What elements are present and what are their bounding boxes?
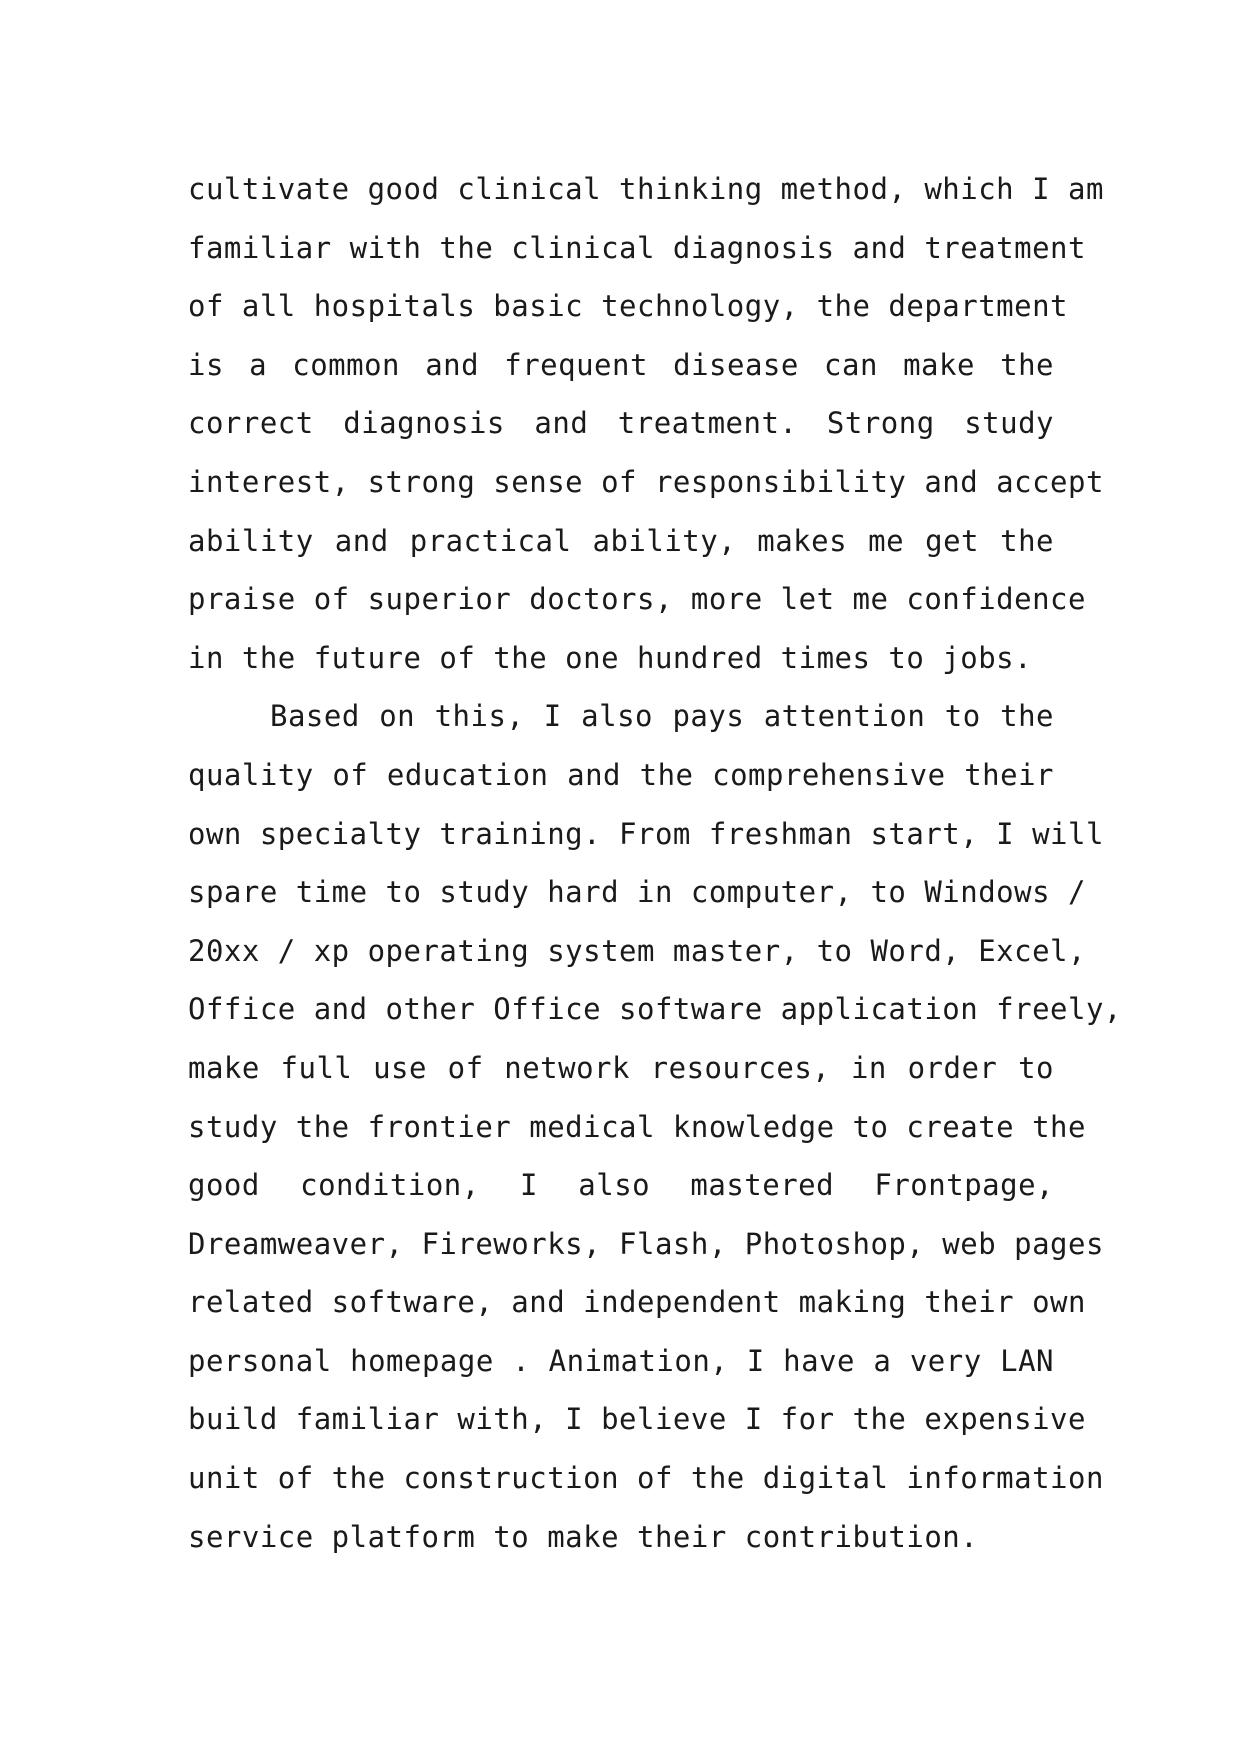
- text-line: Based on this, I also pays attention to the: [270, 699, 1054, 734]
- text-line: Dreamweaver, Fireworks, Flash, Photoshop, web pages: [188, 1226, 1104, 1261]
- text-line: build familiar with, I believe I for the expensive: [188, 1402, 1086, 1437]
- text-line: good condition, I also mastered Frontpage,: [188, 1168, 1054, 1203]
- text-line: praise of superior doctors, more let me confidence: [188, 582, 1086, 617]
- text-line: unit of the construction of the digital information: [188, 1461, 1104, 1496]
- text-line: cultivate good clinical thinking method, which I am: [188, 172, 1104, 206]
- text-line: familiar with the clinical diagnosis and treatment: [188, 230, 1086, 265]
- body-text: [188, 160, 1122, 1566]
- text-line: related software, and independent making their own: [188, 1285, 1086, 1320]
- text-line: quality of education and the comprehensive their: [188, 757, 1054, 792]
- text-line: Office and other Office software application freely,: [188, 992, 1122, 1027]
- text-line: 20xx / xp operating system master, to Word, Excel,: [188, 933, 1086, 968]
- text-line: service platform to make their contribution.: [188, 1519, 979, 1554]
- text-line: of all hospitals basic technology, the department: [188, 289, 1069, 324]
- text-line: interest, strong sense of responsibility and accept: [188, 464, 1104, 499]
- text-line: study the frontier medical knowledge to create the: [188, 1109, 1086, 1144]
- text-line: own specialty training. From freshman start, I will: [188, 816, 1104, 851]
- paragraph-1: [188, 160, 1104, 687]
- text-line: personal homepage . Animation, I have a very LAN: [188, 1343, 1054, 1378]
- text-line: ability and practical ability, makes me get the: [188, 523, 1054, 558]
- text-line: in the future of the one hundred times to jobs.: [188, 640, 1033, 675]
- text-line: spare time to study hard in computer, to Windows /: [188, 875, 1086, 910]
- text-line: correct diagnosis and treatment. Strong study: [188, 406, 1054, 441]
- paragraph-2: [188, 687, 1122, 1566]
- text-line: make full use of network resources, in order to: [188, 1050, 1054, 1085]
- text-line: is a common and frequent disease can make the: [188, 347, 1054, 382]
